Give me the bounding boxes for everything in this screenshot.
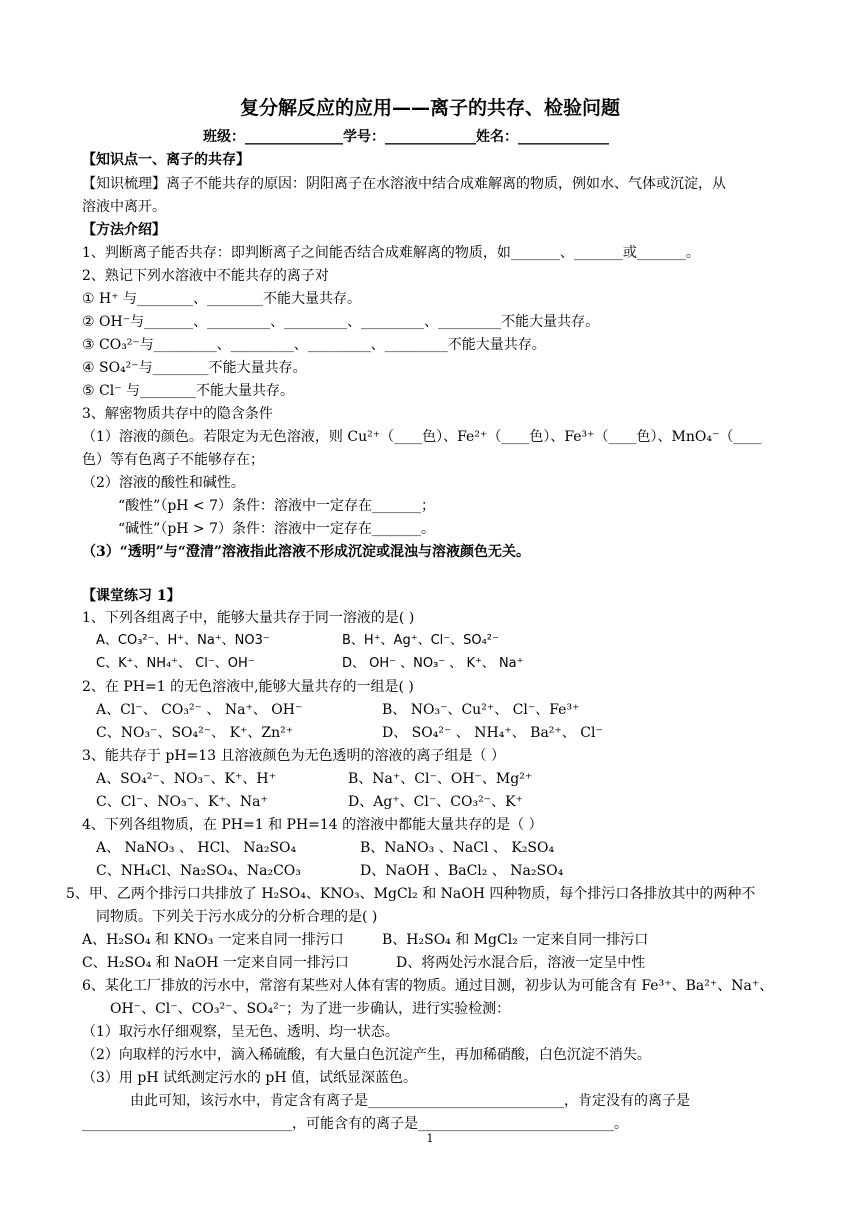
text-line: 【方法介绍】 <box>82 222 166 238</box>
text-line: 【课堂练习 1】 <box>82 588 181 604</box>
text-line: 6、某化工厂排放的污水中，常溶有某些对人体有害的物质。通过目测，初步认为可能含有 Fe³⁺、Ba²⁺、Na⁺、 <box>82 978 774 994</box>
text-line: ① H⁺ 与________、________不能大量共存。 <box>82 291 362 307</box>
text-line: 溶液中离开。 <box>82 199 166 215</box>
text-line: A、H₂SO₄ 和 KNO₃ 一定来自同一排污口 <box>82 932 344 948</box>
text-line: C、NO₃⁻、SO₄²⁻、 K⁺、Zn²⁺ <box>96 725 294 741</box>
text-line: 由此可知，该污水中，肯定含有离子是____________________________，肯定没有的离子是 <box>130 1093 690 1109</box>
text-line: 3、能共存于 pH=13 且溶液颜色为无色透明的溶液的离子组是（ ） <box>82 748 505 764</box>
text-line: 4、下列各组物质，在 PH=1 和 PH=14 的溶液中都能大量共存的是（ ） <box>82 817 543 833</box>
text-line: A、SO₄²⁻、NO₃⁻、K⁺、H⁺ <box>96 771 276 787</box>
text-line: B、 NO₃⁻、Cu²⁺、 Cl⁻、Fe³⁺ <box>382 702 580 718</box>
text-line: ③ CO₃²⁻与_________、_________、_________、_________不能大量共存。 <box>82 337 546 353</box>
text-line: C、K⁺、NH₄⁺、 Cl⁻、OH⁻ <box>96 656 255 671</box>
text-line: B、H₂SO₄ 和 MgCl₂ 一定来自同一排污口 <box>382 932 649 948</box>
text-line: ④ SO₄²⁻与________不能大量共存。 <box>82 360 307 376</box>
text-line: 2、熟记下列水溶液中不能共存的离子对 <box>82 268 329 284</box>
text-line: A、Cl⁻、 CO₃²⁻ 、 Na⁺、 OH⁻ <box>96 702 303 718</box>
text-line: D、将两处污水混合后，溶液一定呈中性 <box>396 955 646 971</box>
text-line: ② OH⁻与_______、_________、_________、_________、_________不能大量共存。 <box>82 314 600 330</box>
text-line: （3）“透明”与“澄清”溶液指此溶液不形成沉淀或混浊与溶液颜色无关。 <box>82 544 530 560</box>
text-line: （1）溶液的颜色。若限定为无色溶液，则 Cu²⁺（____色）、Fe²⁺（____色）、Fe³⁺（____色）、MnO₄⁻（____ <box>82 429 762 445</box>
text-line: 色）等有色离子不能够存在； <box>82 452 264 468</box>
page-number: 1 <box>426 1132 434 1145</box>
text-line: D、 SO₄²⁻ 、 NH₄⁺、 Ba²⁺、 Cl⁻ <box>382 725 603 741</box>
text-line: 2、在 PH=1 的无色溶液中,能够大量共存的一组是( ) <box>82 679 414 695</box>
text-line: 【知识点一、离子的共存】 <box>82 152 250 168</box>
text-line: ______________________________，可能含有的离子是____________________________。 <box>82 1116 628 1132</box>
text-line: “碱性”（pH > 7）条件：溶液中一定存在_______。 <box>118 521 436 537</box>
text-line: C、H₂SO₄ 和 NaOH 一定来自同一排污口 <box>82 955 349 971</box>
text-line: （1）取污水仔细观察，呈无色、透明、均一状态。 <box>82 1024 399 1040</box>
text-line: D、NaOH 、BaCl₂ 、 Na₂SO₄ <box>360 863 564 879</box>
text-line: （2）溶液的酸性和碱性。 <box>82 475 245 491</box>
text-line: D、 OH⁻ 、NO₃⁻ 、 K⁺、 Na⁺ <box>342 656 524 671</box>
text-line: “酸性”（pH < 7）条件：溶液中一定存在_______； <box>118 498 436 514</box>
student-info-line: 班级：______________学号：_____________姓名：_____________ <box>203 129 609 145</box>
text-line: 同物质。下列关于污水成分的分析合理的是( ) <box>96 909 378 925</box>
text-line: 1、下列各组离子中，能够大量共存于同一溶液的是( ) <box>82 610 415 626</box>
page-title: 复分解反应的应用——离子的共存、检验问题 <box>239 97 620 119</box>
text-line: OH⁻、Cl⁻、CO₃²⁻、SO₄²⁻；为了进一步确认，进行实验检测： <box>110 1001 511 1017</box>
text-line: C、Cl⁻、NO₃⁻、K⁺、Na⁺ <box>96 794 268 810</box>
text-line: B、NaNO₃ 、NaCl 、 K₂SO₄ <box>360 840 555 856</box>
text-line: （3）用 pH 试纸测定污水的 pH 值，试纸显深蓝色。 <box>82 1070 418 1086</box>
text-line: 3、解密物质共存中的隐含条件 <box>82 406 273 422</box>
text-line: 1、判断离子能否共存：即判断离子之间能否结合成难解离的物质，如_______、_______或_______。 <box>82 245 700 261</box>
text-line: B、H⁺、Ag⁺、Cl⁻、SO₄²⁻ <box>342 633 499 648</box>
text-line: ⑤ Cl⁻ 与________不能大量共存。 <box>82 383 295 399</box>
text-line: A、 NaNO₃ 、 HCl、 Na₂SO₄ <box>96 840 297 856</box>
text-line: 5、甲、乙两个排污口共排放了 H₂SO₄、KNO₃、MgCl₂ 和 NaOH 四种物质，每个排污口各排放其中的两种不 <box>66 886 756 902</box>
text-line: （2）向取样的污水中，滴入稀硫酸，有大量白色沉淀产生，再加稀硝酸，白色沉淀不消失。 <box>82 1047 651 1063</box>
text-line: A、CO₃²⁻、H⁺、Na⁺、NO3⁻ <box>96 633 270 648</box>
text-line: C、NH₄Cl、Na₂SO₄、Na₂CO₃ <box>96 863 301 879</box>
text-line: 【知识梳理】离子不能共存的原因：阴阳离子在水溶液中结合成难解离的物质，例如水、气体或沉淀，从 <box>82 176 726 192</box>
text-line: B、Na⁺、Cl⁻、OH⁻、Mg²⁺ <box>348 771 533 787</box>
text-line: D、Ag⁺、Cl⁻、CO₃²⁻、K⁺ <box>348 794 523 810</box>
